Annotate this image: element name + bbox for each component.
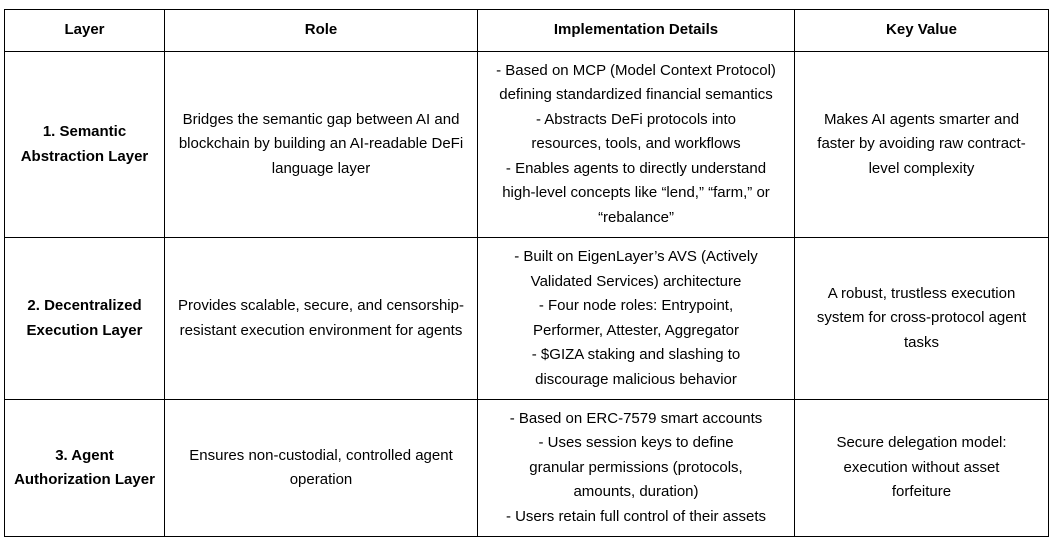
- header-role: Role: [165, 10, 478, 52]
- table-row: [5, 238, 1049, 400]
- value-cell: Secure delegation model: execution without asset forfeiture: [795, 400, 1049, 537]
- role-cell: Bridges the semantic gap between AI and blockchain by building an AI-readable DeFi language layer: [165, 52, 478, 238]
- table-row: [5, 52, 1049, 238]
- detail-item: - Four node roles: Entrypoint, Performer, Attester, Aggregator: [533, 297, 739, 339]
- detail-item: - $GIZA staking and slashing to discourage malicious behavior: [531, 346, 741, 388]
- value-cell: A robust, trustless execution system for cross-protocol agent tasks: [795, 238, 1049, 400]
- detail-item: - Abstracts DeFi protocols into resources, tools, and workflows: [531, 110, 741, 153]
- header-key-value: Key Value: [795, 10, 1049, 52]
- detail-item: - Uses session keys to define granular permissions (protocols, amounts, duration): [529, 434, 743, 501]
- detail-item: - Based on MCP (Model Context Protocol) defining standardized financial semantics: [496, 61, 776, 104]
- detail-item: - Enables agents to directly understand high-level concepts like “lend,” “farm,” or “rebalance”: [502, 159, 770, 226]
- details-cell: [478, 400, 795, 537]
- detail-item: - Built on EigenLayer’s AVS (Actively Validated Services) architecture: [514, 248, 758, 290]
- header-implementation-details: Implementation Details: [478, 10, 795, 52]
- header-layer: Layer: [5, 10, 165, 52]
- details-cell: [478, 238, 795, 400]
- table-row: [5, 400, 1049, 537]
- detail-item: - Based on ERC-7579 smart accounts: [509, 409, 763, 427]
- details-cell: [478, 52, 795, 238]
- layer-cell: 3. Agent Authorization Layer: [5, 400, 165, 537]
- detail-item: - Users retain full control of their assets: [505, 507, 767, 525]
- header-row: [5, 10, 1049, 52]
- role-cell: Ensures non-custodial, controlled agent operation: [165, 400, 478, 537]
- role-cell: Provides scalable, secure, and censorship-resistant execution environment for agents: [165, 238, 478, 400]
- layers-table: [4, 9, 1049, 537]
- value-cell: Makes AI agents smarter and faster by avoiding raw contract-level complexity: [795, 52, 1049, 238]
- layer-cell: 1. Semantic Abstraction Layer: [5, 52, 165, 238]
- layer-cell: 2. Decentralized Execution Layer: [5, 238, 165, 400]
